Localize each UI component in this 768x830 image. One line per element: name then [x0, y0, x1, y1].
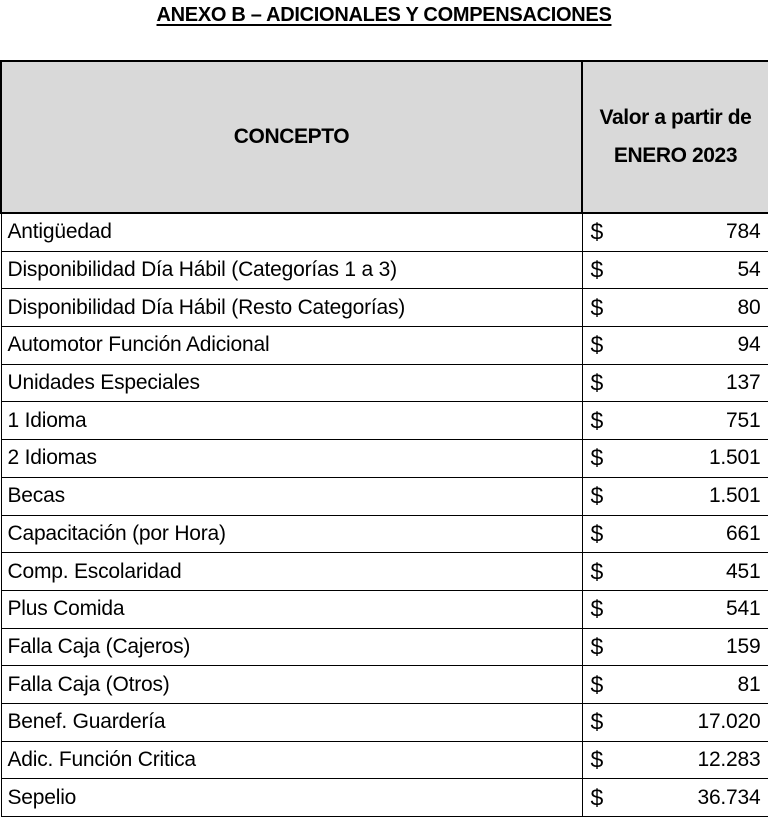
- table-row: [1, 364, 768, 402]
- table-row: [1, 402, 768, 440]
- row-value-cell: [582, 628, 768, 666]
- row-amount: 17.020: [697, 710, 761, 734]
- table-row: [1, 477, 768, 515]
- table-row: [1, 251, 768, 289]
- row-concept: Disponibilidad Día Hábil (Resto Categorías): [1, 289, 582, 327]
- currency-symbol: $: [590, 218, 604, 245]
- row-concept: Falla Caja (Otros): [1, 666, 582, 704]
- row-value-cell: [582, 741, 768, 779]
- row-value-cell: [582, 440, 768, 478]
- row-amount: 1.501: [708, 446, 761, 470]
- row-amount: 80: [737, 295, 761, 319]
- row-value-cell: [582, 515, 768, 553]
- row-concept: Plus Comida: [1, 590, 582, 628]
- currency-symbol: $: [590, 708, 604, 735]
- table-row: [1, 515, 768, 553]
- currency-symbol: $: [590, 256, 604, 283]
- row-value-cell: [582, 289, 768, 327]
- row-amount: 36.734: [697, 785, 761, 809]
- header-value-line1: Valor a partir de: [599, 106, 752, 129]
- row-amount: 784: [726, 220, 761, 244]
- currency-symbol: $: [590, 671, 604, 698]
- row-amount: 81: [737, 672, 761, 696]
- currency-symbol: $: [590, 633, 604, 660]
- currency-symbol: $: [590, 746, 604, 773]
- currency-symbol: $: [590, 369, 604, 396]
- table-row: [1, 628, 768, 666]
- row-amount: 751: [726, 408, 761, 432]
- table-row: [1, 553, 768, 591]
- row-amount: 12.283: [697, 747, 761, 771]
- row-amount: 137: [726, 371, 761, 395]
- header-value: [582, 61, 768, 213]
- document-title: [0, 4, 768, 27]
- document-title-text: ANEXO B – ADICIONALES Y COMPENSACIONES: [156, 4, 612, 26]
- table-row: [1, 213, 768, 251]
- currency-symbol: $: [590, 482, 604, 509]
- row-concept: 1 Idioma: [1, 402, 582, 440]
- table-row: [1, 666, 768, 704]
- row-concept: Disponibilidad Día Hábil (Categorías 1 a 3): [1, 251, 582, 289]
- row-amount: 661: [726, 521, 761, 545]
- table-row: [1, 289, 768, 327]
- row-value-cell: [582, 213, 768, 251]
- row-concept: Becas: [1, 477, 582, 515]
- currency-symbol: $: [590, 444, 604, 471]
- row-amount: 159: [726, 634, 761, 658]
- currency-symbol: $: [590, 784, 604, 811]
- row-concept: Adic. Función Critica: [1, 741, 582, 779]
- row-concept: Automotor Función Adicional: [1, 327, 582, 365]
- row-amount: 94: [737, 333, 761, 357]
- table-header-row: [1, 61, 768, 213]
- row-concept: 2 Idiomas: [1, 440, 582, 478]
- table-row: [1, 741, 768, 779]
- row-concept: Falla Caja (Cajeros): [1, 628, 582, 666]
- row-amount: 1.501: [708, 484, 761, 508]
- row-value-cell: [582, 703, 768, 741]
- table-row: [1, 590, 768, 628]
- row-value-cell: [582, 779, 768, 817]
- row-concept: Capacitación (por Hora): [1, 515, 582, 553]
- currency-symbol: $: [590, 294, 604, 321]
- row-concept: Unidades Especiales: [1, 364, 582, 402]
- table-row: [1, 779, 768, 817]
- row-value-cell: [582, 364, 768, 402]
- row-value-cell: [582, 402, 768, 440]
- header-concept: CONCEPTO: [1, 61, 582, 213]
- row-amount: 541: [726, 597, 761, 621]
- row-value-cell: [582, 477, 768, 515]
- row-amount: 54: [737, 258, 761, 282]
- table-row: [1, 703, 768, 741]
- row-value-cell: [582, 666, 768, 704]
- row-value-cell: [582, 327, 768, 365]
- currency-symbol: $: [590, 520, 604, 547]
- row-value-cell: [582, 251, 768, 289]
- row-concept: Antigüedad: [1, 213, 582, 251]
- row-concept: Comp. Escolaridad: [1, 553, 582, 591]
- table-row: [1, 440, 768, 478]
- compensation-table: [0, 60, 768, 817]
- currency-symbol: $: [590, 407, 604, 434]
- table-row: [1, 327, 768, 365]
- currency-symbol: $: [590, 331, 604, 358]
- currency-symbol: $: [590, 558, 604, 585]
- row-value-cell: [582, 553, 768, 591]
- row-amount: 451: [726, 559, 761, 583]
- row-concept: Benef. Guardería: [1, 703, 582, 741]
- header-value-line2: ENERO 2023: [613, 144, 738, 167]
- currency-symbol: $: [590, 595, 604, 622]
- row-concept: Sepelio: [1, 779, 582, 817]
- row-value-cell: [582, 590, 768, 628]
